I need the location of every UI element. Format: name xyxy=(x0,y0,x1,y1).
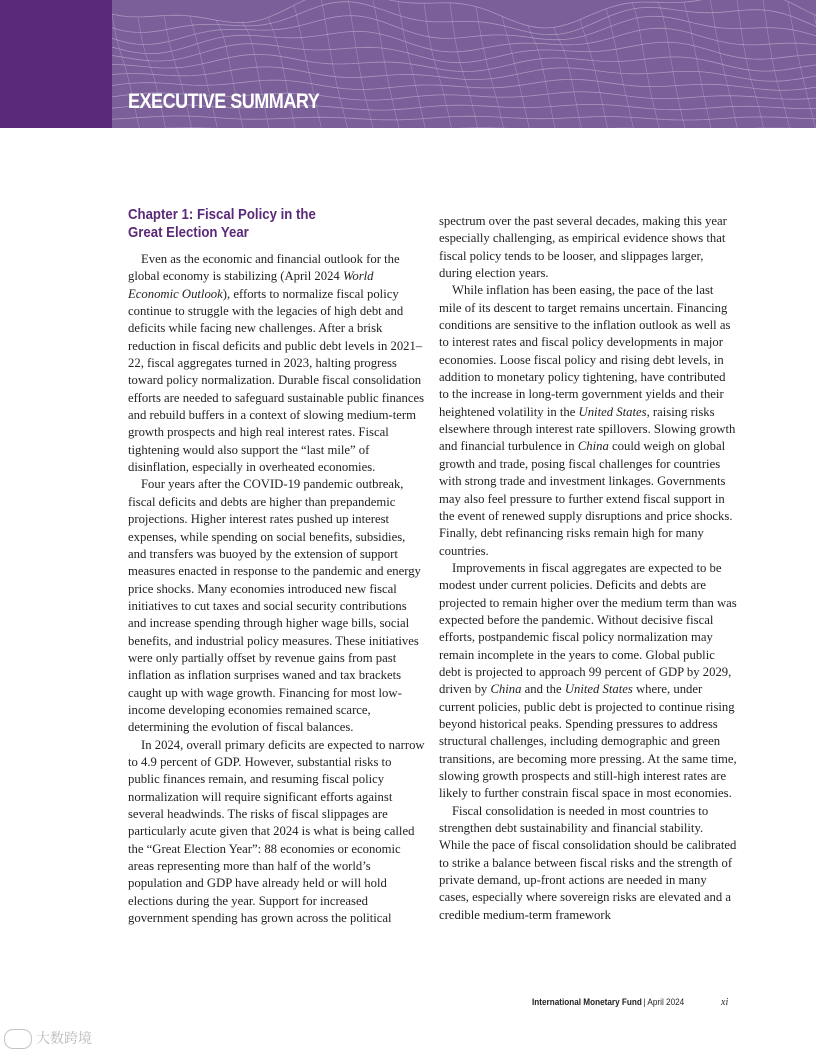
p4-text-a: While inflation has been easing, the pace of the last mile of its descent to target remains uncertain. Financing conditions are sensitive to the inflation outlook as well as to interest rates and fiscal policy developments in major economies. Loose fiscal policy and rising debt levels, in addition to monetary policy tightening, have contributed to the increase in long-term government yields and their heightened volatility in the xyxy=(439,283,731,419)
page-number: xi xyxy=(721,997,729,1008)
footer-separator: | xyxy=(643,997,646,1008)
p5-text-c: and the xyxy=(521,682,565,697)
mesh-line xyxy=(762,0,790,128)
mesh-line xyxy=(112,79,816,90)
paragraph-5 xyxy=(439,560,737,803)
chapter-heading xyxy=(128,206,427,242)
watermark-logo-icon xyxy=(4,1029,32,1049)
paragraph-1 xyxy=(128,251,426,476)
p5-country-us: United States xyxy=(564,682,633,697)
p4-country-us: United States xyxy=(578,404,647,419)
p4-text-e: could weigh on global growth and trade, posing fiscal challenges for countries with strong trade and investment linkages. Governments may also feel pressure to further extend fiscal support in the event of renewed supply disruptions and price shocks. Finally, debt refinancing risks remain high for many countries. xyxy=(439,439,733,558)
p4-country-china: China xyxy=(577,439,609,454)
header-banner xyxy=(0,0,816,128)
mesh-line xyxy=(112,116,816,120)
mesh-line xyxy=(554,27,582,128)
mesh-line xyxy=(736,0,764,128)
right-column xyxy=(439,213,737,924)
mesh-line xyxy=(112,16,816,45)
footer-organization: International Monetary Fund xyxy=(532,997,642,1008)
footer-date: April 2024 xyxy=(647,997,685,1008)
p5-country-china: China xyxy=(490,682,522,697)
section-title: EXECUTIVE SUMMARY xyxy=(128,90,320,113)
mesh-line xyxy=(528,26,556,128)
chapter-heading-line-1: Chapter 1: Fiscal Policy in the xyxy=(128,206,316,223)
mesh-line xyxy=(112,42,816,63)
mesh-line xyxy=(502,16,530,128)
mesh-line xyxy=(372,0,400,128)
page-footer xyxy=(532,997,684,1008)
mesh-line xyxy=(112,0,816,28)
mesh-line xyxy=(710,0,738,128)
watermark-text: 大数跨境 xyxy=(36,1030,92,1046)
paragraph-4 xyxy=(439,282,737,560)
mesh-line xyxy=(112,28,816,54)
paragraph-2: Four years after the COVID-19 pandemic outbreak, fiscal deficits and debts are higher than prepandemic projections. Higher interest rates pushed up interest expenses, while spending on social benefits, subsidies, and transfers was buoyed by the extension of support measures enacted in response to the pandemic and energy price shocks. Many economies introduced new fiscal initiatives to cut taxes and social security contributions and increase spending through higher wage bills, social benefits, and industrial policy measures. These initiatives were only partially offset by revenue gains from past inflation as inflation surprises waned and tax brackets caught up with wage growth. Financing for most low-income developing economies remained scarce, determining the evolution of fiscal balances. xyxy=(128,477,421,735)
left-column xyxy=(128,206,426,927)
header-color-block xyxy=(0,0,112,128)
p1-text-a: Even as the economic and financial outlook for the global economy is stabilizing (April 2024 xyxy=(128,252,400,284)
watermark xyxy=(4,1028,92,1049)
p5-text-e: where, under current policies, public debt is projected to continue rising beyond historical peaks. Spending pressures to address structural challenges, including demographic and green transitions, are becoming more pressing. At the same time, slowing growth prospects and still-high interest rates are likely to further constrain fiscal space in most economies. xyxy=(439,682,737,801)
p1-text-c: ), efforts to normalize fiscal policy continue to struggle with the legacies of high debt and deficits while facing new challenges. After a brisk reduction in fiscal deficits and public debt levels in 2021–22, fiscal aggregates turned in 2023, halting progress toward policy normalization. Durable fiscal consolidation efforts are needed to safeguard sustainable public finances and rebuild buffers in a context of slowing medium-term growth prospects and high real interest rates. Fiscal tightening would also support the “last mile” of disinflation, especially in overheated economies. xyxy=(128,286,425,475)
p1-publication-title: World Economic Outlook xyxy=(128,269,374,301)
paragraph-3: In 2024, overall primary deficits are expected to narrow to 4.9 percent of GDP. However, substantial risks to public finances remain, and resuming fiscal policy normalization will require significant efforts against several headwinds. The risks of fiscal slippages are particularly acute given that 2024 is what is being called the “Great Election Year”: 88 economies or economic areas representing more than half of the world’s population and GDP have already held or will hold elections during the year. Support for increased government spending has grown across the political xyxy=(128,737,425,926)
mesh-line xyxy=(112,67,816,81)
paragraph-3-continued: spectrum over the past several decades, making this year especially challenging, as empirical evidence shows that fiscal policy tends to be looser, and slippages larger, during election years. xyxy=(439,214,727,281)
chapter-heading-line-2: Great Election Year xyxy=(128,224,249,241)
p4-text-c: , raising risks elsewhere through interest rate spillovers. Slowing growth and financial turbulence in xyxy=(439,404,736,454)
p5-text-a: Improvements in fiscal aggregates are expected to be modest under current policies. Deficits and debts are projected to remain higher over the medium term than was expected before the pandemic. Without decisive fiscal efforts, postpandemic fiscal policy normalization may remain incomplete in the years to come. Global public debt is projected to approach 99 percent of GDP by 2029, driven by xyxy=(439,560,737,697)
paragraph-6: Fiscal consolidation is needed in most countries to strengthen debt sustainability and financial stability. While the pace of fiscal consolidation should be calibrated to strike a balance between fiscal risks and the strength of private demand, up-front actions are needed in many cases, especially where sovereign risks are elevated and a credible medium-term framework xyxy=(439,803,737,922)
